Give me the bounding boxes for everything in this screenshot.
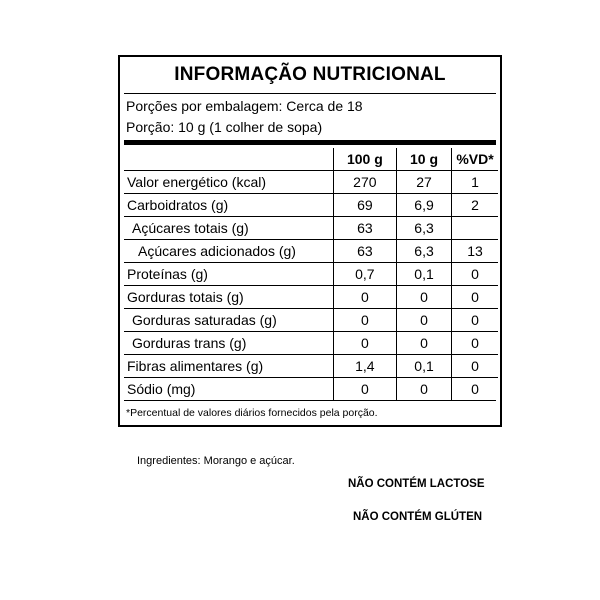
daily-value-footnote: *Percentual de valores diários fornecidos pela porção. [126, 407, 378, 419]
value-daily-percent: 0 [451, 378, 498, 401]
value-per-serving: 6,3 [397, 240, 452, 263]
nutrient-label: Açúcares adicionados (g) [124, 240, 333, 263]
value-per-serving: 0,1 [397, 263, 452, 286]
value-daily-percent [451, 217, 498, 240]
value-daily-percent: 0 [451, 286, 498, 309]
value-per-100g: 0 [333, 378, 396, 401]
table-row [124, 171, 498, 194]
serving-size: Porção: 10 g (1 colher de sopa) [126, 119, 323, 135]
table-row [124, 309, 498, 332]
thick-divider [124, 140, 496, 145]
value-daily-percent: 0 [451, 355, 498, 378]
nutrient-label: Valor energético (kcal) [124, 171, 333, 194]
value-per-100g: 0 [333, 332, 396, 355]
header-cell-vd: %VD* [451, 148, 498, 171]
value-per-serving: 0,1 [397, 355, 452, 378]
value-daily-percent: 1 [451, 171, 498, 194]
nutrient-label: Gorduras totais (g) [124, 286, 333, 309]
table-row [124, 355, 498, 378]
table-header-row [124, 148, 498, 171]
gluten-free-claim: NÃO CONTÉM GLÚTEN [353, 511, 483, 523]
table-row [124, 194, 498, 217]
header-cell-10g: 10 g [397, 148, 452, 171]
nutrition-table [124, 148, 498, 400]
header-cell-100g: 100 g [333, 148, 396, 171]
value-per-serving: 27 [397, 171, 452, 194]
nutrient-label: Fibras alimentares (g) [124, 355, 333, 378]
value-per-serving: 0 [397, 378, 452, 401]
value-per-serving: 6,9 [397, 194, 452, 217]
nutrition-title: INFORMAÇÃO NUTRICIONAL [174, 64, 446, 85]
nutrient-label: Gorduras saturadas (g) [124, 309, 333, 332]
value-per-serving: 0 [397, 332, 452, 355]
nutrient-label: Sódio (mg) [124, 378, 333, 401]
value-per-100g: 69 [333, 194, 396, 217]
table-row [124, 378, 498, 401]
nutrient-label: Açúcares totais (g) [124, 217, 333, 240]
value-per-serving: 0 [397, 286, 452, 309]
table-row [124, 217, 498, 240]
value-daily-percent: 0 [451, 263, 498, 286]
value-daily-percent: 13 [451, 240, 498, 263]
nutrient-label: Proteínas (g) [124, 263, 333, 286]
nutrient-label: Gorduras trans (g) [124, 332, 333, 355]
value-per-serving: 0 [397, 309, 452, 332]
servings-per-package: Porções por embalagem: Cerca de 18 [126, 98, 363, 114]
value-per-100g: 0,7 [333, 263, 396, 286]
value-daily-percent: 0 [451, 309, 498, 332]
value-per-100g: 0 [333, 309, 396, 332]
footnote-divider [124, 400, 496, 401]
table-row [124, 263, 498, 286]
nutrition-facts-panel [118, 55, 502, 427]
value-daily-percent: 0 [451, 332, 498, 355]
header-cell-blank [124, 148, 333, 171]
value-per-100g: 63 [333, 217, 396, 240]
lactose-free-claim: NÃO CONTÉM LACTOSE [348, 478, 485, 490]
ingredients-text: Ingredientes: Morango e açúcar. [137, 455, 295, 467]
table-row [124, 240, 498, 263]
table-row [124, 332, 498, 355]
value-daily-percent: 2 [451, 194, 498, 217]
value-per-100g: 0 [333, 286, 396, 309]
value-per-serving: 6,3 [397, 217, 452, 240]
title-divider [124, 93, 496, 94]
table-row [124, 286, 498, 309]
value-per-100g: 1,4 [333, 355, 396, 378]
value-per-100g: 63 [333, 240, 396, 263]
nutrient-label: Carboidratos (g) [124, 194, 333, 217]
value-per-100g: 270 [333, 171, 396, 194]
